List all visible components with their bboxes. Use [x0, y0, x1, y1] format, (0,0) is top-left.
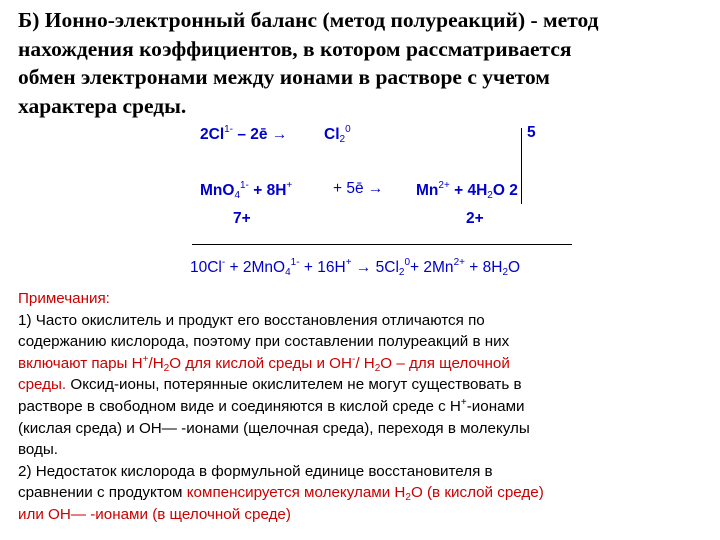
water-subscript: 2: [487, 190, 493, 201]
overall-equation: $10Cl^- + 2MnO_4^{1-} + 16H^+ \to 5Cl_2^0+ 2Mn^{2+} + 8H_2O$: [190, 257, 521, 278]
note-1-line-1: 1) Часто окислитель и продукт его восстановления отличаются по: [18, 311, 485, 329]
heading-line-4: характера среды.: [18, 93, 187, 118]
electrons-lost: – 2ē: [237, 126, 268, 143]
permanganate-charge: 1-: [240, 180, 249, 191]
chlorine-subscript: 2: [339, 134, 346, 145]
chlorine-oxidation-state: 0: [345, 124, 351, 135]
note-1-line-3: включают пары $Н^+/H_2O$ для кислой среды и OH-/ $H_2O$ – для щелочной: [18, 353, 510, 374]
permanganate-subscript: 4: [234, 190, 240, 201]
half-reaction-2-left: [200, 180, 292, 201]
heading-line-1: Б) Ионно-электронный баланс (метод полуреакций) - метод: [18, 8, 599, 32]
coefficient-1: 5: [527, 124, 536, 141]
manganese-charge: 2+: [438, 180, 450, 191]
note-2-line-1: 2) Недостаток кислорода в формульной единице восстановителя в: [18, 462, 493, 480]
arrow-icon: →: [351, 259, 376, 276]
note-2-line-2: сравнении с продуктом компенсируется молекулами $Н_2О$ (в кислой среде): [18, 484, 544, 504]
chloride-ion: 2Cl: [200, 126, 225, 143]
hydrogen-charge: +: [286, 180, 293, 191]
half-reaction-1-product: [324, 124, 351, 145]
water-oxygen: O: [492, 182, 505, 199]
hydrogen-ions: + 8H: [253, 182, 287, 199]
heading-line-2: нахождения коэффициентов, в котором рассматривается: [18, 36, 572, 61]
coefficient-2: 2: [509, 182, 518, 199]
electrons-gained: + 5ē: [333, 180, 364, 197]
half-reaction-2-electrons: [333, 180, 383, 198]
chloride-charge: 1-: [224, 124, 234, 135]
arrow-icon: →: [271, 126, 288, 143]
balance-divider-horizontal: [192, 244, 572, 245]
note-2-line-3: или ОН— -ионами (в щелочной среде): [18, 505, 291, 523]
permanganate-ion: MnO: [200, 182, 235, 199]
manganese-ion: Mn: [416, 182, 439, 199]
half-reaction-2-products: [416, 180, 518, 201]
charge-right-total: 2+: [466, 210, 484, 227]
note-1-line-2: содержанию кислорода, поэтому при составлении полуреакций в них: [18, 333, 510, 351]
heading-paragraph: [18, 6, 708, 120]
note-1-line-4: среды. Оксид-ионы, потерянные окислителем не могут существовать в: [18, 376, 522, 394]
note-1-line-5: растворе в свободном виде и соединяются в кислой среде с Н+-ионами: [18, 396, 525, 415]
notes-title: Примечания:: [18, 290, 110, 307]
notes-block: [18, 288, 708, 526]
water-coefficient: + 4H: [454, 182, 488, 199]
half-reaction-1-left: [200, 124, 287, 144]
arrow-icon: →: [367, 180, 384, 197]
note-1-line-7: воды.: [18, 441, 59, 459]
charge-left-total: 7+: [233, 210, 251, 227]
balance-divider-vertical: [521, 128, 522, 204]
heading-line-3: обмен электронами между ионами в растворе с учетом: [18, 65, 550, 89]
note-1-line-6: (кислая среда) и ОН— -ионами (щелочная среда), переходя в молекулы: [18, 419, 530, 437]
chlorine-molecule: Cl: [324, 126, 340, 143]
